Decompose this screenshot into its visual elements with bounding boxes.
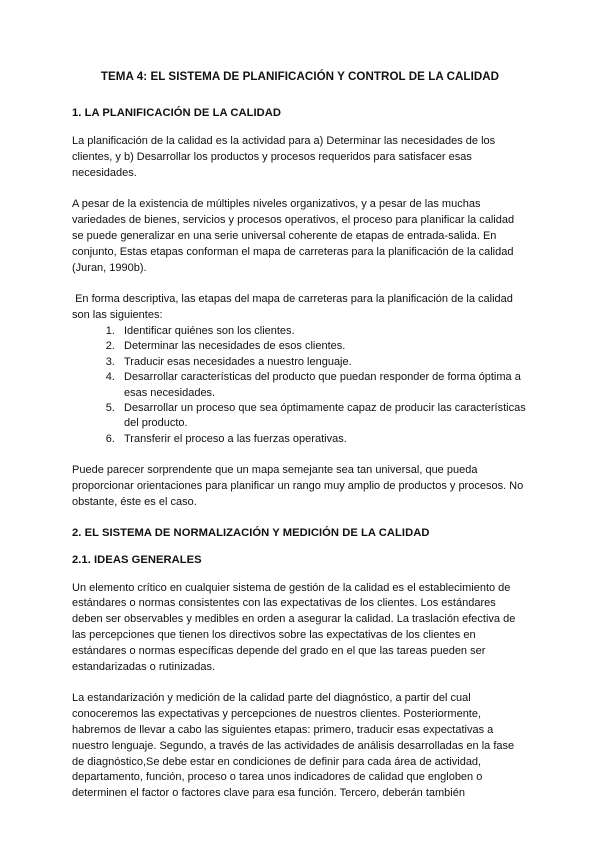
list-item: 1. Identificar quiénes son los clientes. (118, 324, 528, 339)
list-item: 2. Determinar las necesidades de esos clientes. (118, 339, 528, 354)
section-1-paragraph-2: A pesar de la existencia de múltiples niveles organizativos, y a pesar de las muchas variedades de bienes, servicios y procesos operativos, el proceso para planificar la calidad se puede generalizar en una serie universal coherente de etapas de entrada-salida. En conjunto, Estas etapas conforman el mapa de carreteras para la planificación de la calidad (Juran, 1990b). (72, 198, 515, 274)
section-1-closing-paragraph: Puede parecer sorprendente que un mapa semejante sea tan universal, que pueda proporcionar orientaciones para planificar un rango muy amplio de productos y procesos. No obstante, éste es el caso. (72, 464, 524, 508)
list-item: 3. Traducir esas necesidades a nuestro lenguaje. (118, 355, 528, 370)
document-title: TEMA 4: EL SISTEMA DE PLANIFICACIÓN Y CONTROL DE LA CALIDAD (100, 70, 500, 83)
section-2-paragraph-2: La estandarización y medición de la calidad parte del diagnóstico, a partir del cual conoceremos las expectativas y percepciones de nuestros clientes. Posteriormente, habremos de llevar a cabo las siguientes etapas: primero, traducir esas expectativas a nuestro lenguaje. Segundo, a través de las actividades de análisis desarrolladas en la fase de diagnóstico,Se debe estar en condiciones de definir para cada área de actividad, departamento, función, proceso o tarea unos indicadores de calidad que engloben o determinen el factor o factores clave para esa función. Tercero, deberán también (72, 692, 515, 800)
list-item: 5. Desarrollar un proceso que sea óptimamente capaz de producir las características del producto. (118, 401, 528, 432)
list-item: 4. Desarrollar características del producto que puedan responder de forma óptima a esas necesidades. (118, 370, 528, 401)
list-item: 6. Transferir el proceso a las fuerzas operativas. (118, 432, 528, 447)
section-2-paragraph-1: Un elemento crítico en cualquier sistema de gestión de la calidad es el establecimiento de estándares o normas consistentes con las expectativas de los clientes. Los estándares deben ser observables y medibles en orden a asegurar la calidad. La traslación efectiva de las percepciones que tienen los directivos sobre las expectativas de los clientes en estándares o normas específicas depende del grado en el que las tareas pueden ser estandarizadas o rutinizadas. (72, 581, 516, 673)
section-1-heading: 1. LA PLANIFICACIÓN DE LA CALIDAD (72, 107, 282, 119)
section-2-1-heading: 2.1. IDEAS GENERALES (72, 553, 202, 566)
roadmap-steps-list (72, 324, 528, 447)
section-2-heading: 2. EL SISTEMA DE NORMALIZACIÓN Y MEDICIÓN DE LA CALIDAD (72, 526, 430, 539)
section-1-paragraph-1: La planificación de la calidad es la actividad para a) Determinar las necesidades de los clientes, y b) Desarrollar los productos y procesos requeridos para satisfacer esas necesidades. (72, 135, 496, 179)
section-1-paragraph-3: En forma descriptiva, las etapas del mapa de carreteras para la planificación de la calidad son las siguientes: (72, 293, 516, 322)
